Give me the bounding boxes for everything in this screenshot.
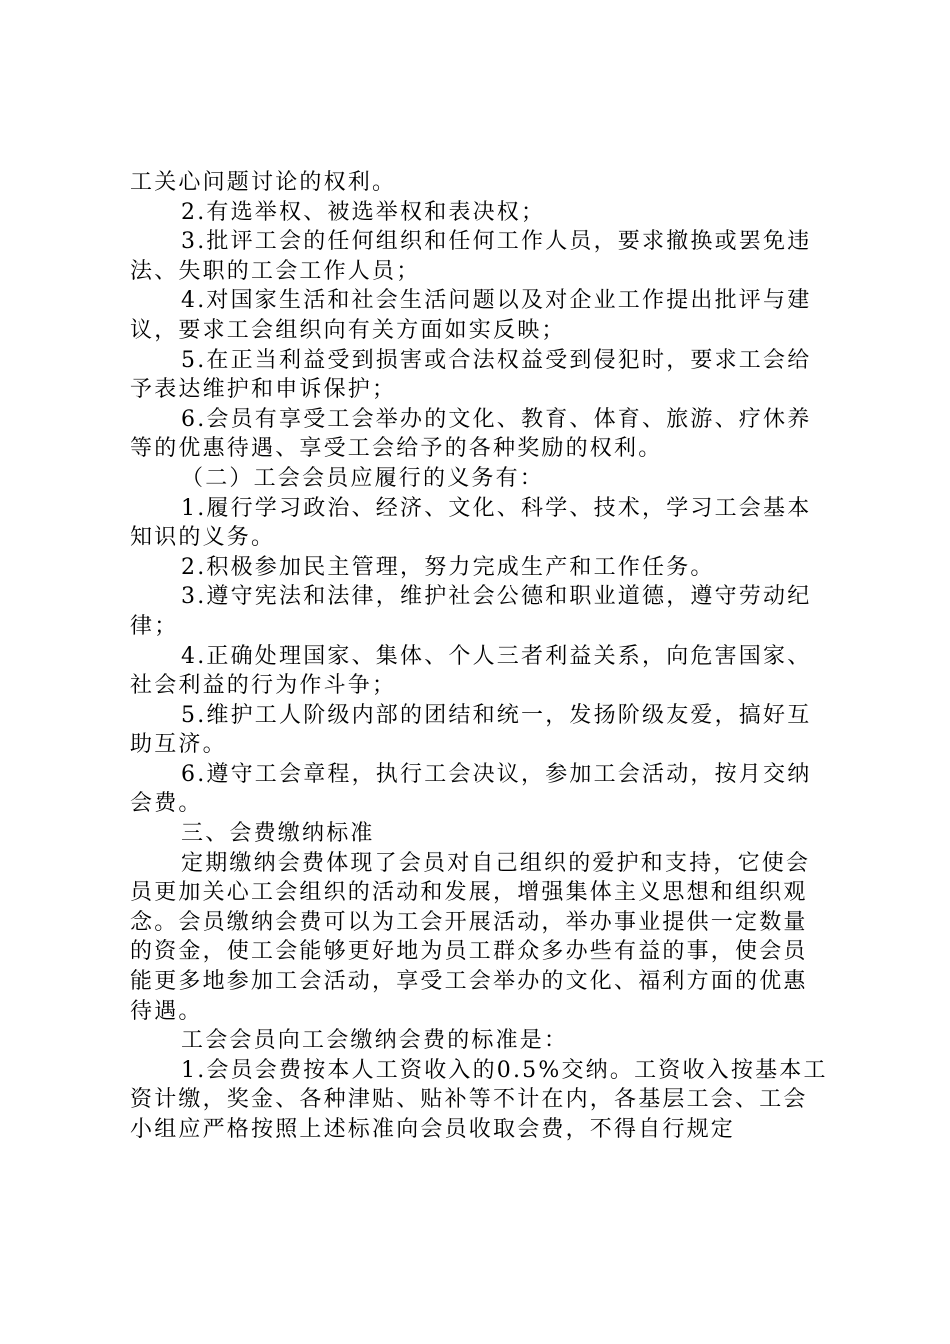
paragraph-fees-item-1: 1.会员会费按本人工资收入的0.5%交纳。工资收入按基本工资计缴，奖金、各种津贴、贴补等不计在内，各基层工会、工会小组应严格按照上述标准向会员收取会费，不得自行规定 (130, 1057, 828, 1142)
section-heading-fees: 三、会费缴纳标准 (181, 821, 375, 847)
paragraph-fees-intro: 定期缴纳会费体现了会员对自己组织的爱护和支持，它使会员更加关心工会组织的活动和发展，增强集体主义思想和组织观念。会员缴纳会费可以为工会开展活动，举办事业提供一定数量的资金，使工会能够更好地为员工群众多办些有益的事，使会员能更多地参加工会活动，享受工会举办的文化、福利方面的优惠待遇。 (130, 850, 811, 1024)
paragraph-duty-3: 3.遵守宪法和法律，维护社会公德和职业道德，遵守劳动纪律； (130, 584, 812, 639)
paragraph-duty-4: 4.正确处理国家、集体、个人三者利益关系，向危害国家、社会利益的行为作斗争； (130, 643, 812, 699)
paragraph-right-6: 6.会员有享受工会举办的文化、教育、体育、旅游、疗休养等的优惠待遇、享受工会给予的各种奖励的权利。 (130, 406, 812, 462)
paragraph-right-2: 2.有选举权、被选举权和表决权； (181, 199, 546, 225)
paragraph-duty-1: 1.履行学习政治、经济、文化、科学、技术，学习工会基本知识的义务。 (130, 495, 812, 551)
document-body (130, 168, 830, 1145)
paragraph-duty-6: 6.遵守工会章程，执行工会决议，参加工会活动，按月交纳会费。 (130, 761, 812, 817)
paragraph-duty-2: 2.积极参加民主管理，努力完成生产和工作任务。 (181, 554, 715, 580)
paragraph-fees-standard: 工会会员向工会缴纳会费的标准是： (181, 1028, 569, 1054)
paragraph-duty-5: 5.维护工人阶级内部的团结和统一，发扬阶级友爱，搞好互助互济。 (130, 702, 812, 758)
paragraph-rights-continuation: 工关心问题讨论的权利。 (130, 170, 397, 195)
section-heading-duties: （二）工会会员应履行的义务有： (181, 465, 545, 491)
paragraph-right-3: 3.批评工会的任何组织和任何工作人员，要求撤换或罢免违法、失职的工会工作人员； (130, 229, 812, 284)
paragraph-right-4: 4.对国家生活和社会生活问题以及对企业工作提出批评与建议，要求工会组织向有关方面如实反映； (130, 288, 812, 343)
paragraph-right-5: 5.在正当利益受到损害或合法权益受到侵犯时，要求工会给予表达维护和申诉保护； (130, 347, 812, 403)
